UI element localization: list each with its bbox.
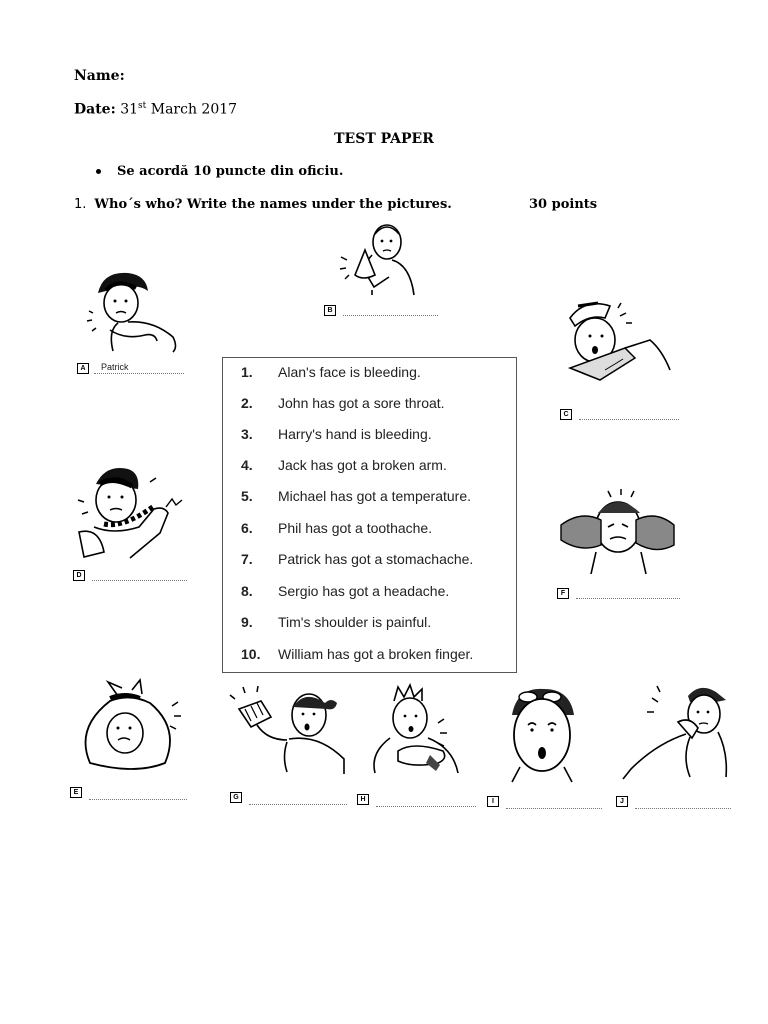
picture-c-answer-line[interactable] (579, 419, 679, 420)
list-item-text: Alan's face is bleeding. (278, 364, 421, 380)
picture-g-letter: G (230, 792, 242, 803)
list-item-text: Jack has got a broken arm. (278, 457, 447, 473)
picture-a-stomachache (88, 268, 183, 353)
list-item-number: 9. (241, 614, 253, 630)
picture-e-answer-line[interactable] (89, 799, 187, 800)
list-item (223, 426, 513, 448)
name-label: Name: (74, 68, 125, 84)
question-text: Who´s who? Write the names under the pictures. (94, 197, 452, 212)
picture-b-answer-line[interactable] (343, 315, 438, 316)
list-item-number: 2. (241, 395, 253, 411)
list-item-number: 5. (241, 488, 253, 504)
picture-a-answer: Patrick (101, 362, 129, 372)
picture-c-letter: C (560, 409, 572, 420)
picture-d-temperature (74, 462, 186, 562)
list-item (223, 646, 513, 668)
page-title: TEST PAPER (334, 131, 434, 147)
picture-b-letter: B (324, 305, 336, 316)
list-item-number: 10. (241, 646, 261, 662)
date-line (74, 101, 237, 118)
picture-d-answer-line[interactable] (92, 580, 187, 581)
list-item-text: Phil has got a toothache. (278, 520, 433, 536)
list-item-number: 6. (241, 520, 253, 536)
list-item-text: William has got a broken finger. (278, 646, 474, 662)
picture-g-broken-finger (227, 687, 353, 775)
list-item-text: John has got a sore throat. (278, 395, 445, 411)
list-item (223, 551, 513, 573)
list-item-text: Sergio has got a headache. (278, 583, 450, 599)
list-item-number: 3. (241, 426, 253, 442)
bullet-line (96, 164, 343, 179)
picture-d-letter: D (73, 570, 85, 581)
picture-i-face-bleeding (498, 685, 586, 785)
picture-a-answer-line[interactable] (94, 373, 184, 374)
list-item-number: 7. (241, 551, 253, 567)
list-item-number: 8. (241, 583, 253, 599)
list-item-number: 4. (241, 457, 253, 473)
bullet-icon (96, 169, 101, 174)
picture-j-answer-line[interactable] (635, 808, 731, 809)
list-item (223, 395, 513, 417)
date-day: 31 (120, 101, 139, 118)
list-item-text: Harry's hand is bleeding. (278, 426, 432, 442)
names-list-box (222, 357, 517, 673)
picture-h-letter: H (357, 794, 369, 805)
picture-i-answer-line[interactable] (506, 808, 602, 809)
list-item-text: Michael has got a temperature. (278, 488, 471, 504)
picture-j-letter: J (616, 796, 628, 807)
picture-c-sore-throat (560, 298, 678, 393)
picture-i-letter: I (487, 796, 499, 807)
picture-g-answer-line[interactable] (249, 804, 347, 805)
list-item-text: Patrick has got a stomachache. (278, 551, 474, 567)
question-1 (74, 197, 452, 212)
list-item (223, 520, 513, 542)
picture-a-letter: A (77, 363, 89, 374)
picture-f-letter: F (557, 588, 569, 599)
picture-f-headache (556, 487, 680, 577)
picture-e-toothache (80, 678, 186, 774)
list-item-text: Tim's shoulder is painful. (278, 614, 432, 630)
list-item (223, 614, 513, 636)
list-item-number: 1. (241, 364, 253, 380)
picture-f-answer-line[interactable] (576, 598, 680, 599)
date-label: Date: (74, 101, 116, 118)
bullet-text: Se acordă 10 puncte din oficiu. (117, 164, 344, 179)
question-points: 30 points (529, 197, 598, 212)
list-item (223, 583, 513, 605)
date-suffix: st (138, 101, 147, 111)
picture-h-answer-line[interactable] (376, 806, 476, 807)
list-item (223, 457, 513, 479)
picture-j-painful-shoulder (618, 682, 733, 782)
picture-b-broken-arm (337, 220, 422, 298)
list-item (223, 488, 513, 510)
date-rest: March 2017 (146, 101, 238, 118)
picture-e-letter: E (70, 787, 82, 798)
list-item (223, 364, 513, 386)
question-number: 1. (74, 197, 87, 212)
picture-h-hand-bleeding (368, 683, 468, 778)
